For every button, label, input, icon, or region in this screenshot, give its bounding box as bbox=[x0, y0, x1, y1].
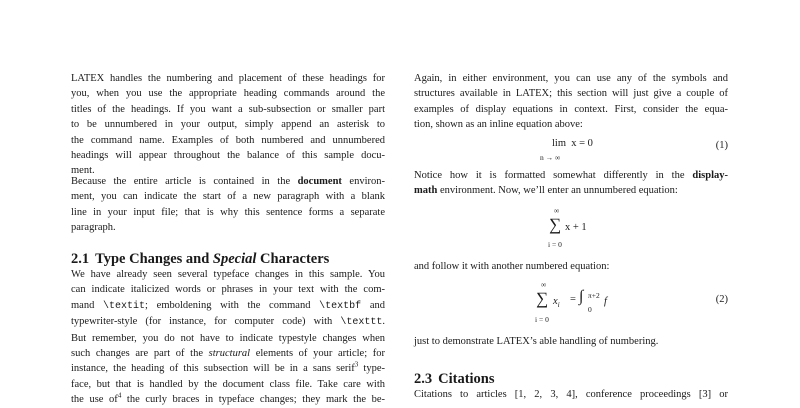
section-title: Citations bbox=[438, 371, 495, 387]
bold-text: display- bbox=[692, 170, 728, 181]
text-fragment: typewriter-style (for instance, for computer code) with bbox=[71, 316, 341, 328]
equation-unnumbered bbox=[414, 206, 728, 252]
bold-text: document bbox=[297, 176, 342, 187]
text-fragment: environ- bbox=[341, 176, 385, 187]
sum-upper-limit: ∞ bbox=[554, 206, 560, 215]
equation-number: (2) bbox=[715, 294, 728, 305]
code-text: \texttt bbox=[340, 317, 383, 329]
variable-x: x bbox=[553, 296, 558, 307]
text-line: you, when you use the appropriate heading commands around the bbox=[71, 88, 385, 100]
paragraph-display-intro bbox=[414, 71, 728, 133]
section-heading-type-changes bbox=[71, 250, 329, 268]
paragraph-headings-intro bbox=[71, 71, 385, 179]
text-line bbox=[71, 298, 385, 314]
text-line: just to demonstrate LATEX’s able handling of numbering. bbox=[414, 336, 659, 347]
paragraph-numbered-eq bbox=[414, 259, 728, 274]
footnote-marker[interactable]: 4 bbox=[117, 391, 122, 400]
text-line: the command name. Examples of both numbered and unnumbered bbox=[71, 134, 385, 146]
code-text: \textbf bbox=[319, 300, 362, 312]
section-number: 2.1 bbox=[71, 251, 90, 267]
text-line: examples of display equations in context. First, consider the equa- bbox=[414, 103, 728, 115]
text-fragment: . bbox=[382, 316, 385, 328]
section-title-italic: Special bbox=[212, 251, 257, 267]
section-heading-citations bbox=[414, 370, 495, 388]
text-line: tion, shown as an inline equation above: bbox=[414, 119, 583, 131]
paragraph-displaymath bbox=[414, 168, 728, 199]
paragraph-latex-numbering bbox=[414, 334, 728, 349]
text-line: We have already seen several typeface changes in this sample. You bbox=[71, 269, 385, 280]
text-line: face, but that is handled by the document class file. Take care with bbox=[71, 378, 385, 390]
text-fragment: type- bbox=[358, 363, 386, 375]
footnote-marker[interactable]: 3 bbox=[354, 360, 359, 369]
section-title-part: Characters bbox=[256, 251, 330, 267]
variable-subscript: i bbox=[557, 300, 560, 310]
code-text: \textit bbox=[103, 300, 146, 312]
sum-symbol: ∑ bbox=[549, 215, 562, 234]
integral-symbol: ∫ bbox=[579, 288, 584, 305]
text-line: Again, in either environment, you can use any of the symbols and bbox=[414, 73, 728, 84]
text-line bbox=[71, 346, 385, 361]
text-fragment: the curly braces in typeface changes; they mark the be- bbox=[121, 394, 386, 406]
text-fragment: and bbox=[361, 299, 386, 311]
text-line bbox=[71, 174, 385, 189]
text-line: LATEX handles the numbering and placement of these headings for bbox=[71, 73, 385, 84]
equation-number: (1) bbox=[715, 140, 728, 151]
equation-limit-subscript: n → ∞ bbox=[540, 153, 561, 162]
section-title-part: Type Changes and bbox=[95, 251, 213, 267]
text-line: and follow it with another numbered equation: bbox=[414, 261, 610, 272]
text-line: titles of the headings. If you want a sub-subsection or smaller part bbox=[71, 103, 385, 115]
text-line bbox=[414, 168, 728, 183]
text-fragment: environment. Now, we’ll enter an unnumbered equation: bbox=[437, 185, 678, 197]
text-fragment: the use of bbox=[71, 394, 118, 406]
sum-lower-limit: i = 0 bbox=[548, 240, 562, 249]
text-line: structures available in LATEX; this section will just give a couple of bbox=[414, 88, 728, 100]
text-line: ment. bbox=[71, 165, 95, 177]
sum-upper-limit: ∞ bbox=[541, 280, 547, 289]
text-fragment: Notice how it is formatted somewhat differently in the bbox=[414, 170, 693, 181]
text-line: paragraph. bbox=[71, 222, 116, 234]
equation-limit: lim x = 0 bbox=[552, 138, 593, 149]
text-fragment: instance, the heading of this subsection will be in a sans serif bbox=[71, 363, 355, 375]
text-line: can indicate italicized words or phrases in your text with the com- bbox=[71, 284, 385, 296]
bold-text: math bbox=[414, 185, 438, 197]
integral-lower-limit: 0 bbox=[588, 305, 592, 314]
text-line: headings will appear throughout the balance of this sample docu- bbox=[71, 150, 385, 162]
text-line bbox=[414, 183, 728, 198]
sum-symbol: ∑ bbox=[536, 289, 549, 308]
text-fragment: ; emboldening with the command bbox=[145, 299, 320, 311]
text-fragment: such changes are part of the bbox=[71, 348, 209, 360]
paragraph-type-changes bbox=[71, 267, 385, 408]
integrand-f: f bbox=[604, 296, 607, 307]
equals-sign: = bbox=[570, 294, 576, 305]
summand-x bbox=[553, 296, 560, 309]
italic-text: structural bbox=[208, 348, 251, 360]
paragraph-document-env bbox=[71, 174, 385, 236]
text-fragment: Because the entire article is contained in the bbox=[71, 176, 298, 187]
sum-lower-limit: i = 0 bbox=[535, 315, 549, 324]
text-fragment: mand bbox=[71, 299, 104, 311]
text-line: to be unnumbered in your output, simply append an asterisk to bbox=[71, 119, 385, 131]
text-line: But remember, you do not have to indicate typestyle changes when bbox=[71, 332, 385, 344]
text-line: ment, you can indicate the start of a new paragraph with a blank bbox=[71, 191, 385, 203]
text-line: Citations to articles [1, 2, 3, 4], conference proceedings [3] or bbox=[414, 389, 728, 400]
section-number: 2.3 bbox=[414, 371, 433, 387]
text-line: line in your input file; that is why this sentence forms a separate bbox=[71, 206, 385, 218]
equation-2 bbox=[414, 280, 728, 328]
integral-upper-limit: π+2 bbox=[588, 291, 600, 300]
text-line bbox=[71, 314, 385, 330]
text-fragment: elements of your article; for bbox=[250, 348, 386, 360]
paragraph-citations bbox=[414, 387, 728, 402]
text-line bbox=[71, 361, 385, 376]
sum-body: x + 1 bbox=[565, 222, 587, 233]
